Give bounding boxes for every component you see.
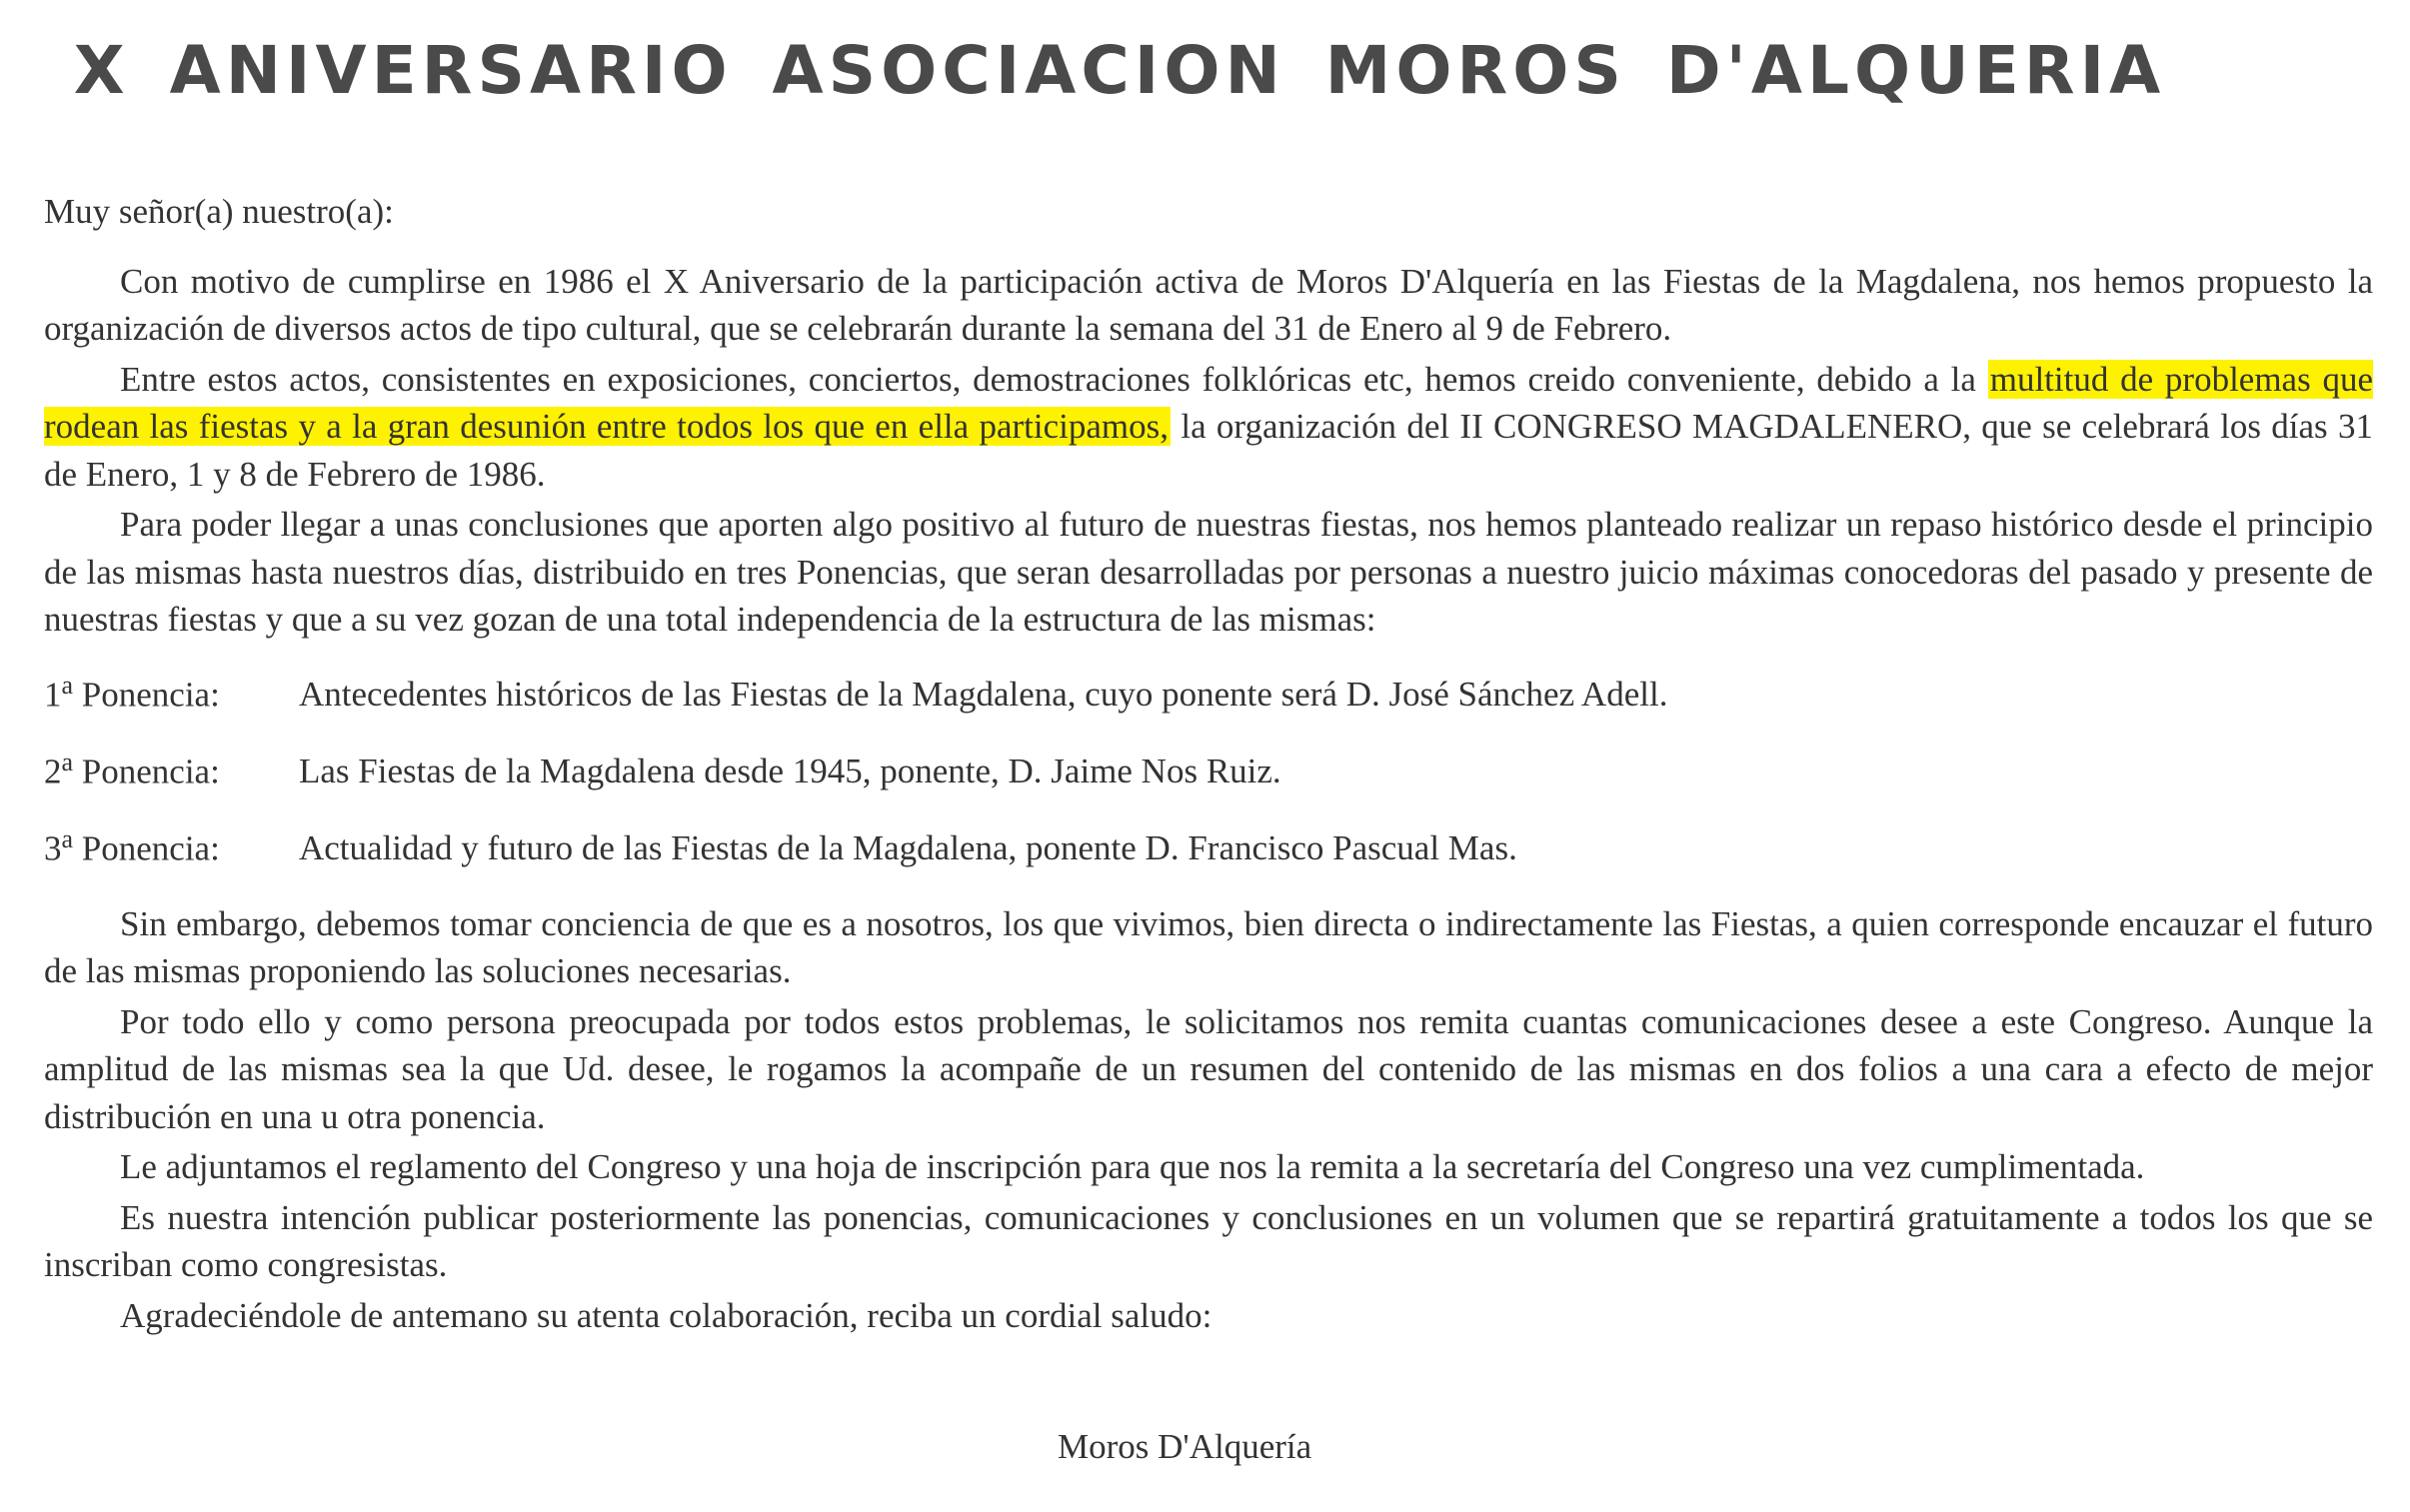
paragraph-5: Por todo ello y como persona preocupada por todos estos problemas, le solicitamos nos remita cuantas comunicaciones desee a este Congreso. Aunque la amplitud de las mismas sea la que Ud. desee, le rogamos la acompañe de un resumen del contenido de las mismas en dos folios a una cara a efecto de mejor distribución en una u otra ponencia. [44,1001,2373,1136]
ponencia-number: 2$^a$ Ponencia: [44,747,220,791]
paragraph-2 [44,356,2373,499]
ponencias-list [44,662,2373,872]
paragraph-2-before: Entre estos actos, consistentes en exposiciones, conciertos, demostraciones folklóricas etc, hemos creido conveniente, debido a la [120,359,1976,399]
salutation: Muy señor(a) nuestro(a): [44,192,394,231]
paragraph-6: Le adjuntamos el reglamento del Congreso y una hoja de inscripción para que nos la remita a la secretaría del Congreso una vez cumplimentada. [120,1147,2145,1187]
ponencia-text: Actualidad y futuro de las Fiestas de la Magdalena, ponente D. Francisco Pascual Mas. [299,828,1517,868]
paragraph-8: Agradeciéndole de antemano su atenta colaboración, reciba un cordial saludo: [120,1295,1212,1335]
ponencia-text: Las Fiestas de la Magdalena desde 1945, ponente, D. Jaime Nos Ruiz. [299,752,1281,791]
ponencia-item-1 [44,662,2373,719]
signature: Moros D'Alquería [1058,1427,1312,1466]
paragraph-3: Para poder llegar a unas conclusiones que aporten algo positivo al futuro de nuestras fiestas, nos hemos planteado realizar un repaso histórico desde el principio de las mismas hasta nuestros días, distribuido en tres Ponencias, que seran desarrolladas por personas a nuestro juicio máximas conocedoras del pasado y presente de nuestras fiestas y que a su vez gozan de una total independencia de la estructura de las mismas: [44,505,2373,639]
paragraph-1: Con motivo de cumplirse en 1986 el X Aniversario de la participación activa de Moros D'Alquería en las Fiestas de la Magdalena, nos hemos propuesto la organización de diversos actos de tipo cultural, que se celebrarán durante la semana del 31 de Enero al 9 de Febrero. [44,261,2373,348]
paragraph-7: Es nuestra intención publicar posteriormente las ponencias, comunicaciones y conclusiones en un volumen que se repartirá gratuitamente a todos los que se inscriban como congresistas. [44,1197,2373,1285]
ponencia-item-3 [44,815,2373,872]
ponencia-number: 3$^a$ Ponencia: [44,823,220,868]
paragraph-2-after: la organización del II CONGRESO MAGDALENERO, que se celebrará los días 31 de Enero, 1 y 8 de Febrero de 1986. [44,407,2373,494]
ponencia-text: Antecedentes históricos de las Fiestas de la Magdalena, cuyo ponente será D. José Sánchez Adell. [299,675,1668,715]
page-title: X ANIVERSARIO ASOCIACION MOROS D'ALQUERIA [73,32,2166,109]
ponencia-number: 1$^a$ Ponencia: [44,670,220,715]
highlighted-text: multitud de problemas que rodean las fiestas y a la gran desunión entre todos los que en ella participamos, [44,359,2374,446]
ponencia-item-2 [44,739,2373,795]
paragraph-4: Sin embargo, debemos tomar conciencia de que es a nosotros, los que vivimos, bien directa o indirectamente las Fiestas, a quien corresponde encauzar el futuro de las mismas proponiendo las soluciones necesarias. [44,903,2373,991]
letter-body [44,188,2373,1342]
